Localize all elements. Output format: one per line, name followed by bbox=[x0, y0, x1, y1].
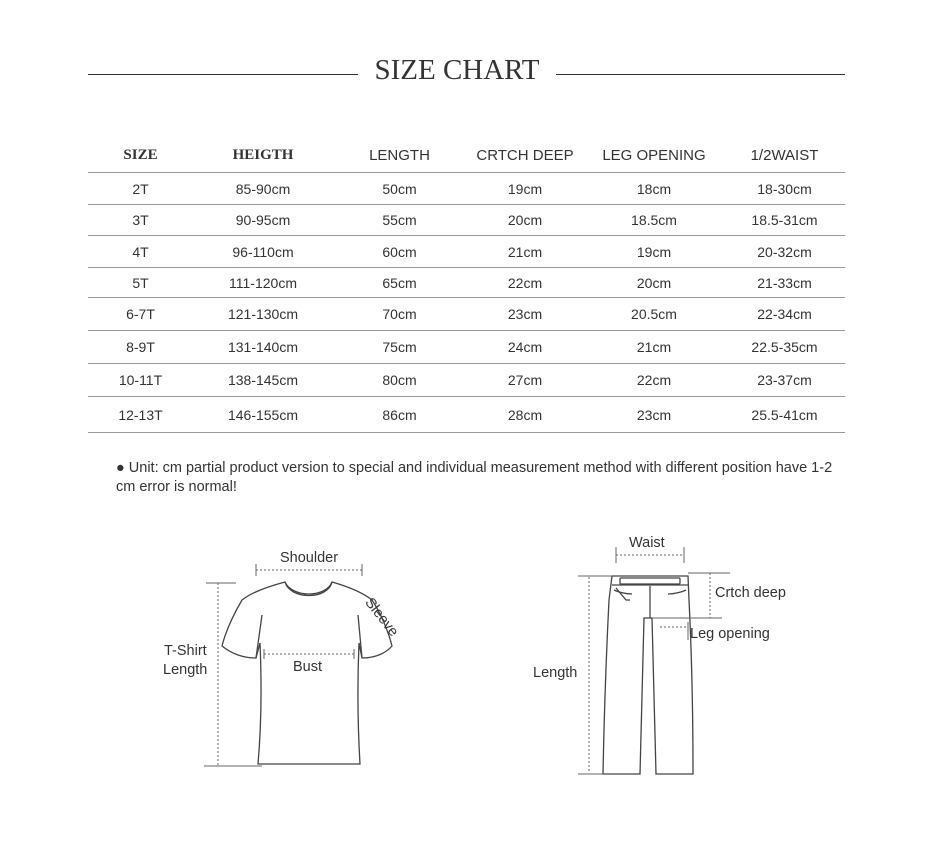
cell-size: 12-13T bbox=[88, 397, 193, 433]
bust-label: Bust bbox=[293, 659, 323, 675]
cell-length: 60cm bbox=[333, 236, 466, 268]
cell-size: 2T bbox=[88, 173, 193, 205]
cell-length: 65cm bbox=[333, 268, 466, 298]
cell-height: 96-110cm bbox=[193, 236, 333, 268]
cell-half-waist: 23-37cm bbox=[724, 364, 845, 397]
cell-height: 111-120cm bbox=[193, 268, 333, 298]
cell-size: 8-9T bbox=[88, 331, 193, 364]
pants-tick-lines bbox=[578, 547, 730, 774]
shoulder-label: Shoulder bbox=[280, 550, 339, 566]
tshirt-dimension-lines bbox=[218, 570, 362, 766]
cell-half-waist: 21-33cm bbox=[724, 268, 845, 298]
header-size: SIZE bbox=[88, 138, 193, 173]
cell-height: 138-145cm bbox=[193, 364, 333, 397]
cell-length: 55cm bbox=[333, 205, 466, 236]
cell-crotch-deep: 21cm bbox=[466, 236, 584, 268]
cell-length: 80cm bbox=[333, 364, 466, 397]
cell-leg-opening: 18cm bbox=[584, 173, 724, 205]
measurement-note: ● Unit: cm partial product version to special and individual measurement method with different position have 1-2 cm error is normal! bbox=[116, 460, 833, 495]
cell-length: 50cm bbox=[333, 173, 466, 205]
cell-length: 86cm bbox=[333, 397, 466, 433]
leg-opening-label: Leg opening bbox=[690, 626, 770, 642]
cell-crotch-deep: 20cm bbox=[466, 205, 584, 236]
cell-height: 85-90cm bbox=[193, 173, 333, 205]
cell-size: 3T bbox=[88, 205, 193, 236]
cell-leg-opening: 20.5cm bbox=[584, 298, 724, 331]
cell-leg-opening: 20cm bbox=[584, 268, 724, 298]
cell-leg-opening: 22cm bbox=[584, 364, 724, 397]
cell-crotch-deep: 24cm bbox=[466, 331, 584, 364]
cell-half-waist: 18-30cm bbox=[724, 173, 845, 205]
cell-leg-opening: 21cm bbox=[584, 331, 724, 364]
header-height: HEIGTH bbox=[193, 138, 333, 173]
cell-leg-opening: 18.5cm bbox=[584, 205, 724, 236]
cell-half-waist: 18.5-31cm bbox=[724, 205, 845, 236]
cell-height: 146-155cm bbox=[193, 397, 333, 433]
cell-leg-opening: 19cm bbox=[584, 236, 724, 268]
cell-length: 75cm bbox=[333, 331, 466, 364]
cell-length: 70cm bbox=[333, 298, 466, 331]
cell-height: 121-130cm bbox=[193, 298, 333, 331]
header-crotch-deep: CRTCH DEEP bbox=[466, 138, 584, 173]
header-leg-opening: LEG OPENING bbox=[584, 138, 724, 173]
cell-height: 131-140cm bbox=[193, 331, 333, 364]
header-length: LENGTH bbox=[333, 138, 466, 173]
cell-height: 90-95cm bbox=[193, 205, 333, 236]
pants-illustration bbox=[603, 576, 693, 774]
cell-crotch-deep: 28cm bbox=[466, 397, 584, 433]
cell-size: 10-11T bbox=[88, 364, 193, 397]
cell-leg-opening: 23cm bbox=[584, 397, 724, 433]
cell-size: 5T bbox=[88, 268, 193, 298]
header-half-waist: 1/2WAIST bbox=[724, 138, 845, 173]
pants-length-label: Length bbox=[533, 665, 578, 681]
cell-crotch-deep: 19cm bbox=[466, 173, 584, 205]
page-title: SIZE CHART bbox=[374, 54, 540, 86]
tshirt-length-label-line2: Length bbox=[163, 662, 208, 678]
cell-size: 6-7T bbox=[88, 298, 193, 331]
cell-half-waist: 25.5-41cm bbox=[724, 397, 845, 433]
cell-size: 4T bbox=[88, 236, 193, 268]
tshirt-length-label-line1: T-Shirt bbox=[164, 643, 207, 659]
waist-label: Waist bbox=[629, 535, 665, 551]
cell-half-waist: 22.5-35cm bbox=[724, 331, 845, 364]
sleeve-label: Sleeve bbox=[361, 595, 402, 640]
tshirt-tick-lines bbox=[204, 564, 362, 766]
cell-half-waist: 22-34cm bbox=[724, 298, 845, 331]
cell-half-waist: 20-32cm bbox=[724, 236, 845, 268]
crotch-deep-label: Crtch deep bbox=[715, 585, 786, 601]
cell-crotch-deep: 23cm bbox=[466, 298, 584, 331]
cell-crotch-deep: 22cm bbox=[466, 268, 584, 298]
cell-crotch-deep: 27cm bbox=[466, 364, 584, 397]
